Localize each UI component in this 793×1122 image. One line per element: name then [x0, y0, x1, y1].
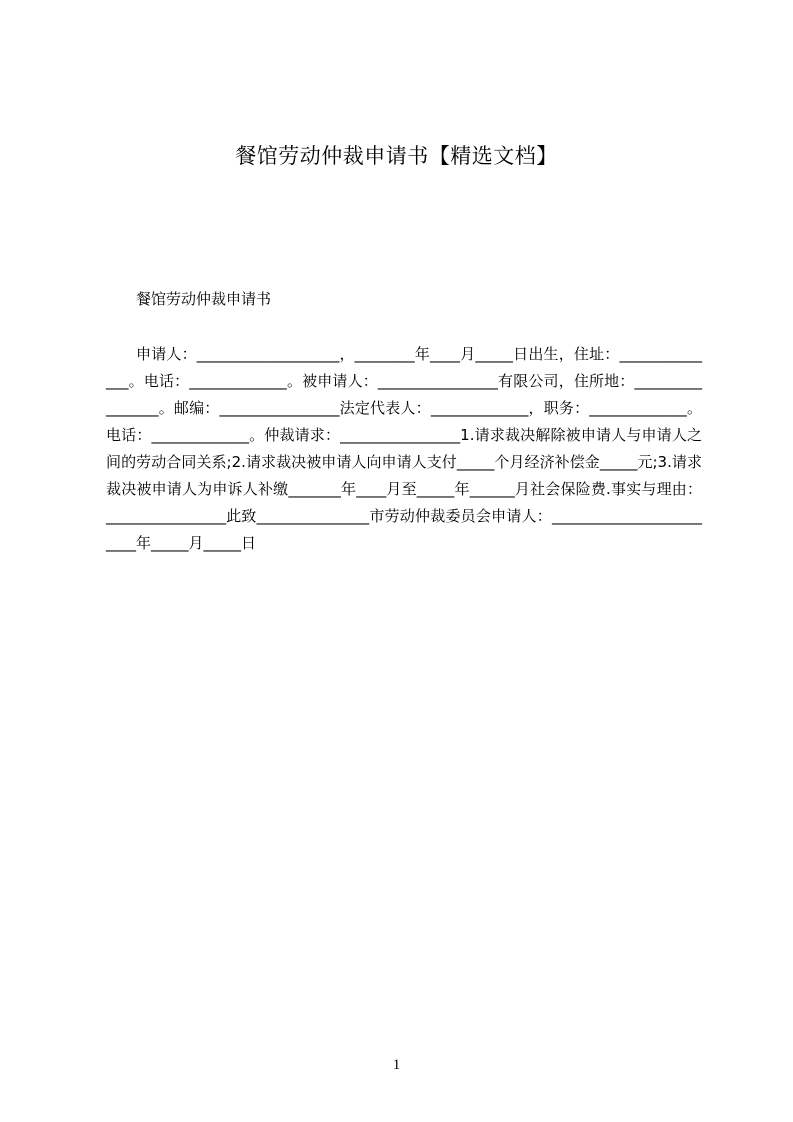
document-subtitle: 餐馆劳动仲裁申请书 [136, 290, 272, 308]
page-number: 1 [392, 1057, 401, 1073]
document-body: 申请人：___________________，________年____月_____日出生，住址：______________。电话：_____________。被申请人：________________有限公司，住所地：________________。邮编：________________法定代表人：_____________，职务：_____________。电话：_____________。仲裁请求：________________1.请求裁决解除被申请人与申请人之间的劳动合同关系;2.请求裁决被申请人向申请人支付_____个月经济补偿金_____元;3.请求裁决被申请人为申诉人补缴_______年____月至_____年______月社会保险费.事实与理由：________________此致_______________市劳动仲裁委员会申请人：________________________年_____月_____日 [106, 345, 702, 552]
page-title: 餐馆劳动仲裁申请书【精选文档】 [235, 144, 558, 168]
